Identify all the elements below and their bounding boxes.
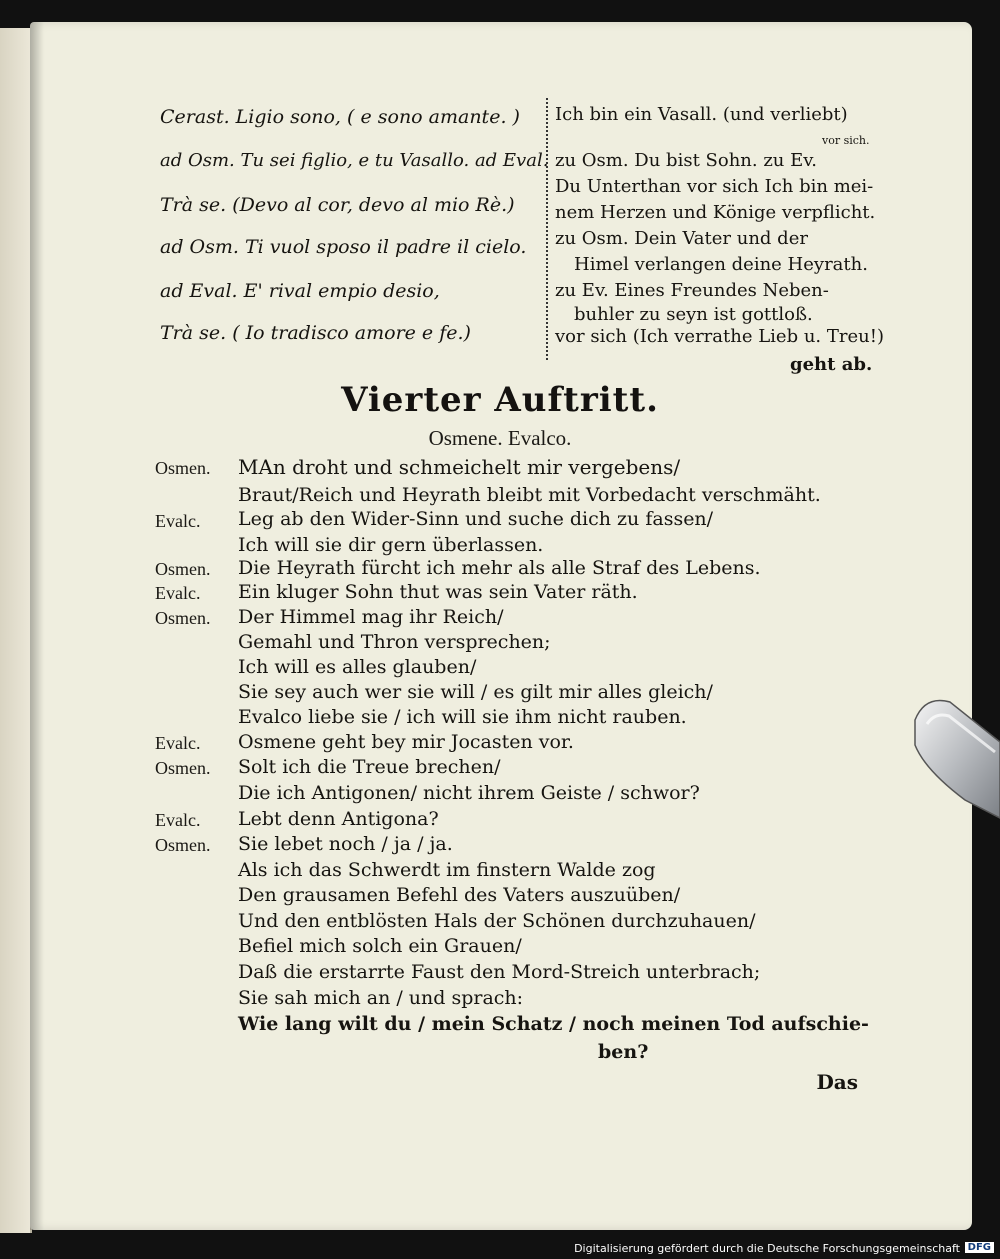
speaker-label: Evalc. — [155, 810, 201, 830]
german-note-1: vor sich. — [822, 134, 870, 147]
speaker-label: Evalc. — [155, 583, 201, 603]
dialogue-line: MAn droht und schmeichelt mir vergebens/ — [238, 455, 681, 479]
german-line-4b: Himel verlangen deine Heyrath. — [574, 254, 868, 275]
dialogue-line: Die ich Antigonen/ nicht ihrem Geiste / schwor? — [238, 782, 700, 804]
dialogue-line: Sie sah mich an / und sprach: — [238, 987, 524, 1009]
speaker-label: Evalc. — [155, 511, 201, 531]
speaker-label: Osmen. — [155, 608, 211, 628]
page-gutter-shadow — [30, 22, 44, 1230]
dfg-logo: DFG — [965, 1242, 994, 1253]
latin-line-4: ad Osm. Ti vuol sposo il padre il cielo. — [160, 236, 527, 258]
dialogue-line: Gemahl und Thron versprechen; — [238, 631, 551, 653]
column-divider — [546, 98, 549, 360]
german-line-6a: vor sich (Ich verrathe Lieb u. Treu!) — [555, 326, 884, 347]
speaker-label: Osmen. — [155, 559, 211, 579]
stage-direction-exit: geht ab. — [790, 354, 873, 375]
speaker-label: Evalc. — [155, 733, 201, 753]
german-line-5a: zu Ev. Eines Freundes Neben- — [555, 280, 829, 301]
dialogue-line: Der Himmel mag ihr Reich/ — [238, 606, 504, 628]
dialogue-line-emphasis: Wie lang wilt du / mein Schatz / noch meinen Tod aufschie- — [238, 1013, 869, 1035]
german-line-3b: nem Herzen und Könige verpflicht. — [555, 202, 876, 223]
dialogue-line: Ich will es alles glauben/ — [238, 656, 477, 678]
scene-title: Vierter Auftritt. — [341, 380, 659, 420]
dialogue-line: Lebt denn Antigona? — [238, 808, 439, 830]
latin-line-5: ad Eval. E' rival empio desio, — [160, 280, 440, 302]
facing-page-edge — [0, 28, 32, 1233]
speaker-label: Osmen. — [155, 835, 211, 855]
latin-line-3: Trà se. (Devo al cor, devo al mio Rè.) — [160, 194, 515, 216]
dialogue-line: Ich will sie dir gern überlassen. — [238, 534, 544, 556]
dialogue-line: Den grausamen Befehl des Vaters auszuüben/ — [238, 884, 681, 906]
german-line-4a: zu Osm. Dein Vater und der — [555, 228, 808, 249]
dialogue-line: Befiel mich solch ein Grauen/ — [238, 935, 522, 957]
catchword: Das — [816, 1070, 858, 1094]
german-line-3a: Du Unterthan vor sich Ich bin mei- — [555, 176, 874, 197]
dialogue-line: Solt ich die Treue brechen/ — [238, 756, 501, 778]
latin-line-1: Cerast. Ligio sono, ( e sono amante. ) — [160, 106, 520, 128]
dialogue-line: Daß die erstarrte Faust den Mord-Streich unterbrach; — [238, 961, 761, 983]
dialogue-line: Ein kluger Sohn thut was sein Vater räth. — [238, 581, 638, 603]
german-line-1: Ich bin ein Vasall. (und verliebt) — [555, 104, 848, 125]
dialogue-line: Osmene geht bey mir Jocasten vor. — [238, 731, 574, 753]
dialogue-line: Evalco liebe sie / ich will sie ihm nicht rauben. — [238, 706, 687, 728]
dialogue-line: Sie sey auch wer sie will / es gilt mir alles gleich/ — [238, 681, 713, 703]
speaker-label: Osmen. — [155, 758, 211, 778]
scene-persons: Osmene. Evalco. — [428, 426, 572, 450]
dialogue-line: Als ich das Schwerdt im finstern Walde zog — [238, 859, 656, 881]
dialogue-line: Leg ab den Wider-Sinn und suche dich zu fassen/ — [238, 508, 714, 530]
latin-line-2: ad Osm. Tu sei figlio, e tu Vasallo. ad Eval. — [160, 150, 549, 171]
speaker-label: Osmen. — [155, 458, 211, 478]
dialogue-line: Und den entblösten Hals der Schönen durchzuhauen/ — [238, 910, 756, 932]
footer-bar — [0, 1240, 1000, 1259]
dialogue-line: Braut/Reich und Heyrath bleibt mit Vorbedacht verschmäht. — [238, 484, 821, 506]
funding-credit: Digitalisierung gefördert durch die Deutsche Forschungsgemeinschaft — [574, 1242, 960, 1255]
page-clip-icon — [905, 690, 1000, 820]
dialogue-line: Die Heyrath fürcht ich mehr als alle Straf des Lebens. — [238, 557, 761, 579]
german-line-5b: buhler zu seyn ist gottloß. — [574, 304, 813, 325]
german-line-2: zu Osm. Du bist Sohn. zu Ev. — [555, 150, 818, 171]
dialogue-line-emphasis: ben? — [598, 1041, 649, 1063]
latin-line-6: Trà se. ( Io tradisco amore e fe.) — [160, 322, 471, 344]
dialogue-line: Sie lebet noch / ja / ja. — [238, 833, 453, 855]
